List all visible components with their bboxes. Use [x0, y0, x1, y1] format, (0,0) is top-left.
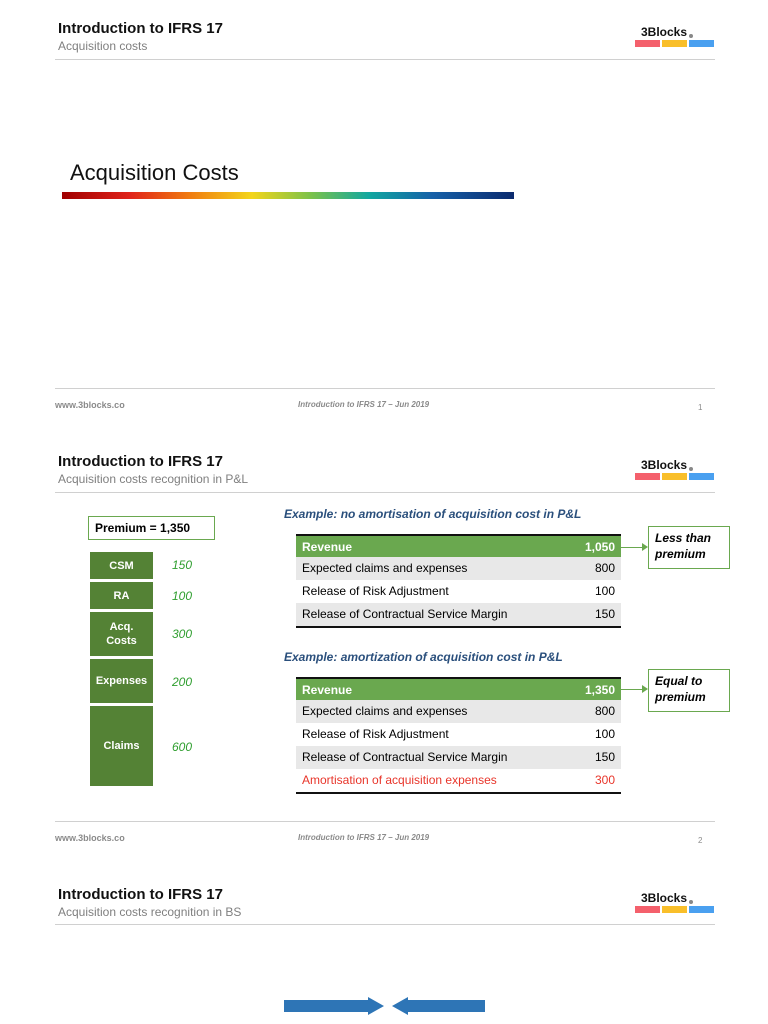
- logo-bar-blue: [689, 906, 714, 913]
- row-value: 100: [594, 584, 615, 598]
- example-1-title: Example: no amortisation of acquisition cost in P&L: [284, 507, 582, 521]
- row-value: 150: [594, 750, 615, 764]
- footer-website: www.3blocks.co: [55, 833, 125, 843]
- logo-bar-yellow: [662, 906, 687, 913]
- slide-title: Introduction to IFRS 17: [58, 886, 223, 903]
- slide-subtitle: Acquisition costs recognition in BS: [58, 905, 242, 919]
- row-value: 150: [594, 607, 615, 621]
- row-label: Expected claims and expenses: [302, 561, 468, 575]
- connector-line: [621, 547, 643, 548]
- expenses-block: Expenses: [90, 659, 153, 703]
- logo-bar-yellow: [662, 40, 687, 47]
- example-2-title: Example: amortization of acquisition cost in P&L: [284, 650, 563, 664]
- page-number: 1: [698, 403, 703, 412]
- table-row: [296, 769, 621, 792]
- example-1-table: [296, 534, 621, 628]
- table-row: [296, 700, 621, 723]
- claims-block: Claims: [90, 706, 153, 786]
- row-value: 300: [594, 773, 615, 787]
- table-row: [296, 723, 621, 746]
- logo-text: 3Blocks: [641, 25, 688, 39]
- logo-bar-blue: [689, 40, 714, 47]
- header-divider: [55, 924, 715, 925]
- 3blocks-logo: [635, 25, 715, 49]
- acq-costs-value: 300: [172, 627, 193, 641]
- table-row: [296, 580, 621, 603]
- logo-bar-blue: [689, 473, 714, 480]
- logo-bar-red: [635, 40, 660, 47]
- slide-title: Introduction to IFRS 17: [58, 453, 223, 470]
- arrow-left-icon: [392, 997, 485, 1015]
- arrow-right-icon: [284, 997, 384, 1015]
- row-value: 800: [594, 561, 615, 575]
- note-less-than-premium: Less than premium: [648, 526, 730, 569]
- slide-2: [0, 432, 768, 864]
- section-title: Acquisition Costs: [70, 160, 239, 185]
- table-row: [296, 557, 621, 580]
- footer-divider: [55, 388, 715, 389]
- 3blocks-logo: [635, 891, 715, 915]
- row-value: 800: [594, 704, 615, 718]
- slide-title: Introduction to IFRS 17: [58, 20, 223, 37]
- page-number: 2: [698, 836, 703, 845]
- logo-text: 3Blocks: [641, 458, 688, 472]
- expenses-value: 200: [172, 675, 193, 689]
- footer-caption: Introduction to IFRS 17 – Jun 2019: [298, 833, 430, 842]
- logo-text: 3Blocks: [641, 891, 688, 905]
- header-divider: [55, 492, 715, 493]
- logo-bar-yellow: [662, 473, 687, 480]
- rainbow-divider: [62, 192, 514, 199]
- row-value: 1,350: [584, 683, 615, 697]
- logo-dot: [689, 900, 693, 904]
- table-bottom-rule: [296, 792, 621, 794]
- logo-bar-red: [635, 906, 660, 913]
- table-bottom-rule: [296, 626, 621, 628]
- table-row: [296, 603, 621, 626]
- footer-caption: Introduction to IFRS 17 – Jun 2019: [298, 400, 430, 409]
- claims-value: 600: [172, 740, 193, 754]
- csm-block: CSM: [90, 552, 153, 579]
- slide-subtitle: Acquisition costs recognition in P&L: [58, 472, 249, 486]
- table-row: [296, 677, 621, 700]
- row-label: Release of Risk Adjustment: [302, 727, 449, 741]
- row-value: 1,050: [584, 540, 615, 554]
- example-2-table: [296, 677, 621, 794]
- logo-dot: [689, 467, 693, 471]
- row-label: Revenue: [302, 683, 353, 697]
- acq-costs-block: Acq. Costs: [90, 612, 153, 656]
- row-label: Release of Contractual Service Margin: [302, 750, 508, 764]
- row-label: Amortisation of acquisition expenses: [302, 773, 497, 787]
- footer-divider: [55, 821, 715, 822]
- logo-dot: [689, 34, 693, 38]
- header-divider: [55, 59, 715, 60]
- slide-3: [0, 864, 768, 1024]
- footer-website: www.3blocks.co: [55, 400, 125, 410]
- slide-1: [0, 0, 768, 432]
- table-row: [296, 746, 621, 769]
- ra-value: 100: [172, 589, 193, 603]
- slide-subtitle: Acquisition costs: [58, 39, 148, 53]
- 3blocks-logo: [635, 458, 715, 482]
- table-row: [296, 534, 621, 557]
- csm-value: 150: [172, 558, 193, 572]
- note-equal-to-premium: Equal to premium: [648, 669, 730, 712]
- row-label: Release of Risk Adjustment: [302, 584, 449, 598]
- ra-block: RA: [90, 582, 153, 609]
- row-label: Release of Contractual Service Margin: [302, 607, 508, 621]
- connector-line: [621, 689, 643, 690]
- premium-box: Premium = 1,350: [88, 516, 215, 540]
- row-value: 100: [594, 727, 615, 741]
- row-label: Revenue: [302, 540, 353, 554]
- logo-bar-red: [635, 473, 660, 480]
- row-label: Expected claims and expenses: [302, 704, 468, 718]
